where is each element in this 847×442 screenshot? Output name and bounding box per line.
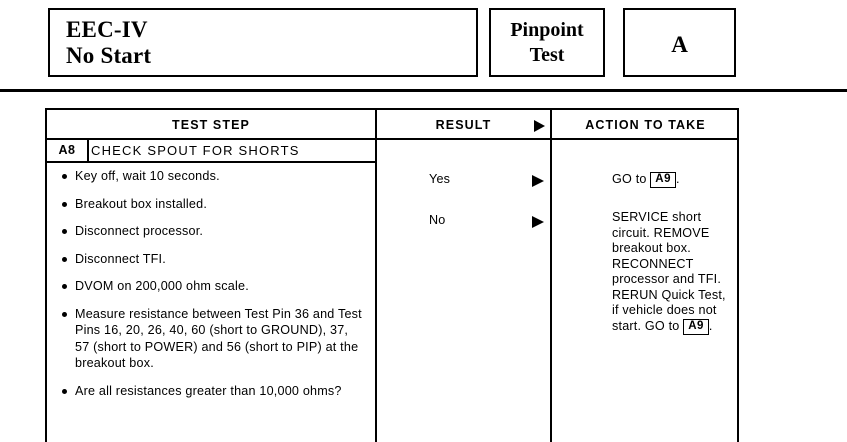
pinpoint-label-line1: Pinpoint (510, 19, 584, 41)
list-item: Disconnect TFI. (59, 251, 365, 268)
system-title-line2: No Start (66, 43, 152, 68)
step-id: A8 (47, 140, 89, 161)
action-column (552, 172, 732, 335)
column-header-action-to-take: ACTION TO TAKE (585, 118, 706, 132)
pinpoint-test-letter-box: A (623, 8, 736, 77)
header-divider-rule (0, 89, 847, 92)
table-header-row (47, 110, 737, 140)
pinpoint-test-table (45, 108, 739, 442)
action-suffix: . (676, 172, 680, 186)
system-title-line1: EEC-IV (66, 17, 148, 42)
action-prefix: GO to (612, 172, 647, 186)
pinpoint-label-line2: Test (529, 44, 565, 66)
step-title: CHECK SPOUT FOR SHORTS (91, 143, 300, 158)
result-arrow-icon (532, 216, 544, 228)
action-row (612, 172, 732, 188)
step-identifier-row (47, 140, 375, 163)
action-row (612, 210, 732, 335)
page-header (0, 0, 847, 92)
test-step-bullet-list (47, 168, 375, 410)
result-row (377, 172, 550, 213)
action-text: SERVICE short circuit. REMOVE breakout box. RECONNECT processor and TFI. RERUN Quick Test, if vehicle does not start. GO to (612, 210, 726, 333)
step-reference-box: A9 (650, 172, 676, 188)
header-arrow-icon (534, 120, 545, 132)
result-label: No (429, 213, 446, 227)
pinpoint-test-label-box (489, 8, 605, 77)
list-item: Measure resistance between Test Pin 36 and Test Pins 16, 20, 26, 40, 60 (short to GROUND), 37, 57 (short to POWER) and 56 (short to PIP) at the breakout box. (59, 306, 365, 372)
list-item: Disconnect processor. (59, 223, 365, 240)
list-item: Are all resistances greater than 10,000 ohms? (59, 383, 365, 400)
system-title-box (48, 8, 478, 77)
result-row (377, 213, 550, 254)
column-header-test-step: TEST STEP (172, 118, 250, 132)
list-item: DVOM on 200,000 ohm scale. (59, 278, 365, 295)
column-header-result: RESULT (435, 118, 492, 132)
list-item: Breakout box installed. (59, 196, 365, 213)
column-divider-result (375, 110, 377, 442)
result-arrow-icon (532, 175, 544, 187)
action-suffix: . (708, 318, 713, 333)
result-column (377, 172, 550, 254)
list-item: Key off, wait 10 seconds. (59, 168, 365, 185)
step-reference-box: A9 (683, 319, 709, 335)
result-label: Yes (429, 172, 451, 186)
